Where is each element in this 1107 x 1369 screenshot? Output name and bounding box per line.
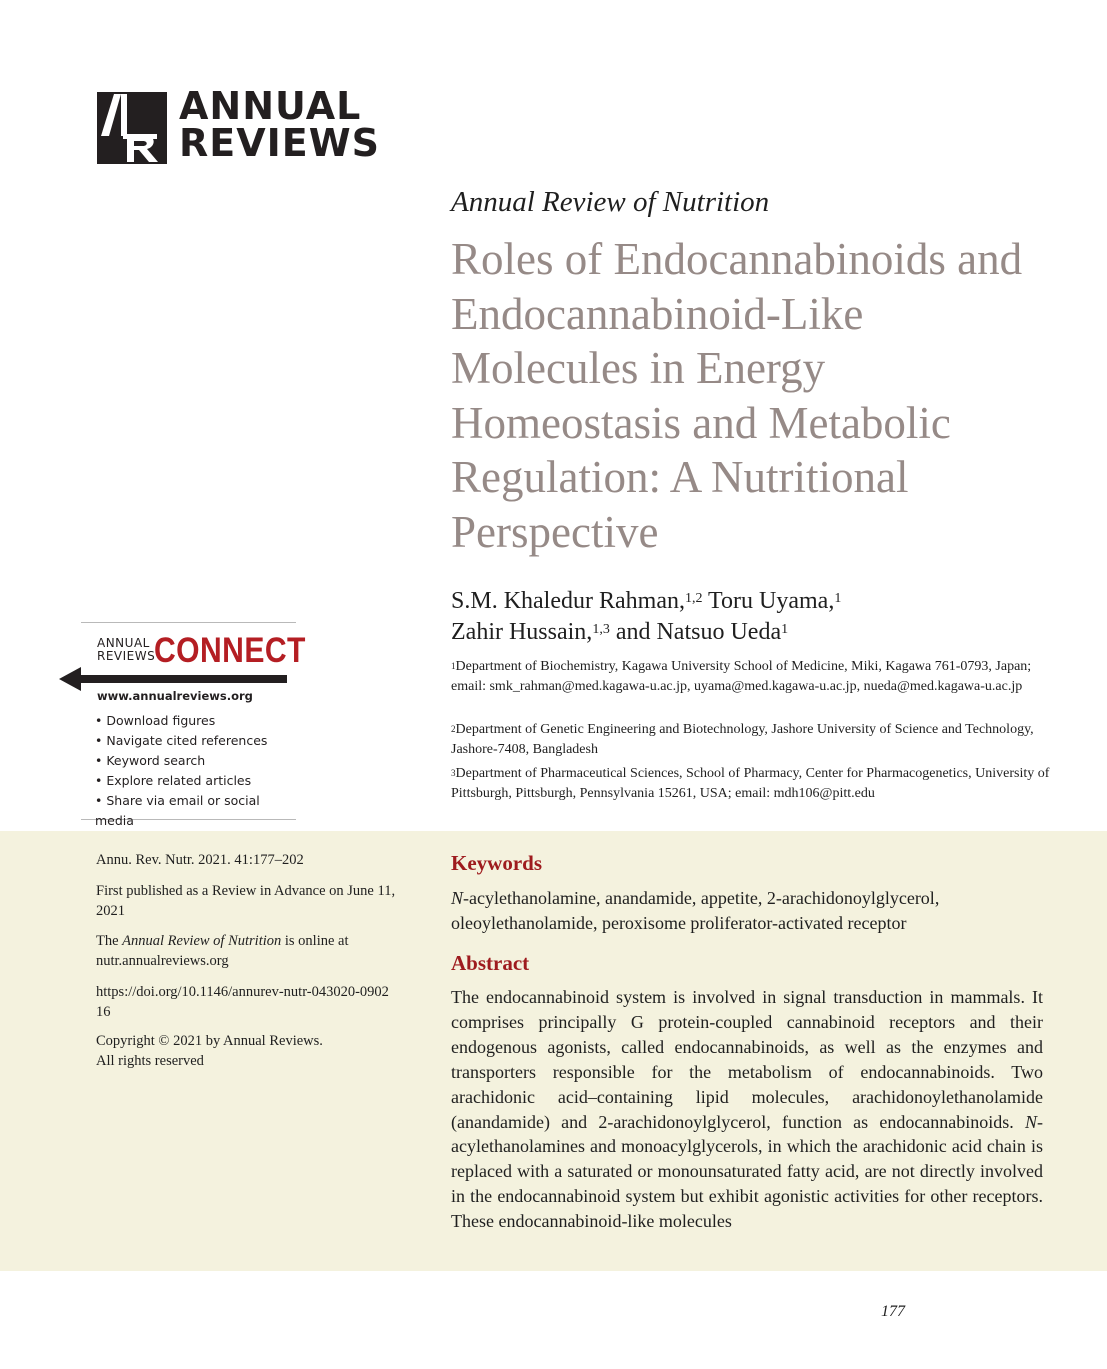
affiliation-number: 2 — [451, 724, 456, 734]
author-name: S.M. Khaledur Rahman, — [451, 588, 685, 614]
affiliation-number: 3 — [451, 768, 456, 778]
citation-text: Annu. Rev. Nutr. 2021. 41:177–202 — [96, 852, 304, 868]
doi-link[interactable]: https://doi.org/10.1146/annurev-nutr-043020-090216 — [96, 984, 389, 1020]
author-list — [451, 586, 1071, 648]
online-availability-text: The Annual Review of Nutrition is online at nutr.annualreviews.org — [96, 933, 349, 969]
connect-feature-list — [95, 711, 296, 831]
connect-url-link[interactable]: www.annualreviews.org — [97, 689, 253, 703]
affiliation-1 — [451, 657, 1061, 696]
affiliation-3 — [451, 764, 1061, 803]
abstract-heading: Abstract — [451, 951, 530, 975]
affiliation-2 — [451, 720, 1061, 759]
abstract-text: The endocannabinoid system is involved in signal transduction in mammals. It comprises principally G protein-coupled cannabinoid receptors and their endogenous agonists, called endocannabinoids, as well as the enzymes and transporters responsible for the metabolism of endocannabinoids. Two arachidonic acid–containing lipid molecules, arachidonoylethanolamide (anandamide) and 2-arachidonoylglycerol, function as endocannabinoids. N-acylethanolamines and monoacylglycerols, in which the arachidonic acid chain is replaced with a saturated or monounsaturated fatty acid, are not directly involved in the endocannabinoid system but exhibit agonistic activities for other receptors. These endocannabinoid-like molecules — [451, 987, 1043, 1232]
logo-line-reviews: REVIEWS — [179, 121, 381, 165]
affiliation-text: Department of Biochemistry, Kagawa University School of Medicine, Miki, Kagawa 761-0793, Japan; email: smk_rahman@med.kagawa-u.ac.jp, uyama@med.kagawa-u.ac.jp, nueda@med.kagawa-u.ac.jp — [451, 659, 1032, 694]
affiliation-text: Department of Genetic Engineering and Biotechnology, Jashore University of Science and Technology, Jashore-7408, Bangladesh — [451, 722, 1034, 757]
author-name: Zahir Hussain, — [451, 619, 593, 645]
connect-small-logo: ANNUAL REVIEWS — [97, 636, 156, 663]
annual-reviews-connect-box[interactable] — [81, 622, 306, 828]
article-title: Roles of Endocannabinoids and Endocannabinoid-Like Molecules in Energy Homeostasis and Metabolic Regulation: A Nutritional Perspective — [451, 234, 1023, 557]
logo-line-annual: ANNUAL — [179, 84, 362, 128]
affiliation-text: Department of Pharmaceutical Sciences, School of Pharmacy, Center for Pharmacogenetics, University of Pittsburgh, Pittsburgh, Pennsylvania 15261, USA; email: mdh106@pitt.edu — [451, 766, 1050, 801]
author-affil-sup: 1,2 — [684, 591, 703, 606]
connect-feature-item[interactable]: • Share via email or social media — [95, 793, 260, 828]
keywords-list: N-acylethanolamine, anandamide, appetite, 2-arachidonoylglycerol, oleoylethanolamide, peroxisome proliferator-activated receptor — [451, 888, 940, 933]
ar-logo-mark-icon — [97, 92, 167, 164]
affiliation-number: 1 — [451, 661, 456, 671]
page-number: 177 — [881, 1303, 905, 1320]
author-name: and Natsuo Ueda — [615, 619, 782, 645]
author-affil-sup: 1,3 — [592, 622, 610, 637]
connect-title: CONNECT — [154, 631, 306, 670]
keywords-heading: Keywords — [451, 851, 542, 875]
connect-feature-item[interactable]: • Download figures — [95, 713, 216, 728]
journal-name: Annual Review of Nutrition — [451, 186, 770, 218]
connect-feature-item[interactable]: • Explore related articles — [95, 773, 252, 788]
author-affil-sup: 1 — [834, 591, 842, 606]
author-name: Toru Uyama, — [708, 588, 835, 614]
published-date-text: First published as a Review in Advance on June 11, 2021 — [96, 883, 396, 919]
connect-feature-item[interactable]: • Keyword search — [95, 753, 206, 768]
annual-reviews-logo — [97, 84, 381, 166]
copyright-text: Copyright © 2021 by Annual Reviews. All rights reserved — [96, 1033, 323, 1069]
connect-feature-item[interactable]: • Navigate cited references — [95, 733, 268, 748]
author-affil-sup: 1 — [781, 622, 789, 637]
